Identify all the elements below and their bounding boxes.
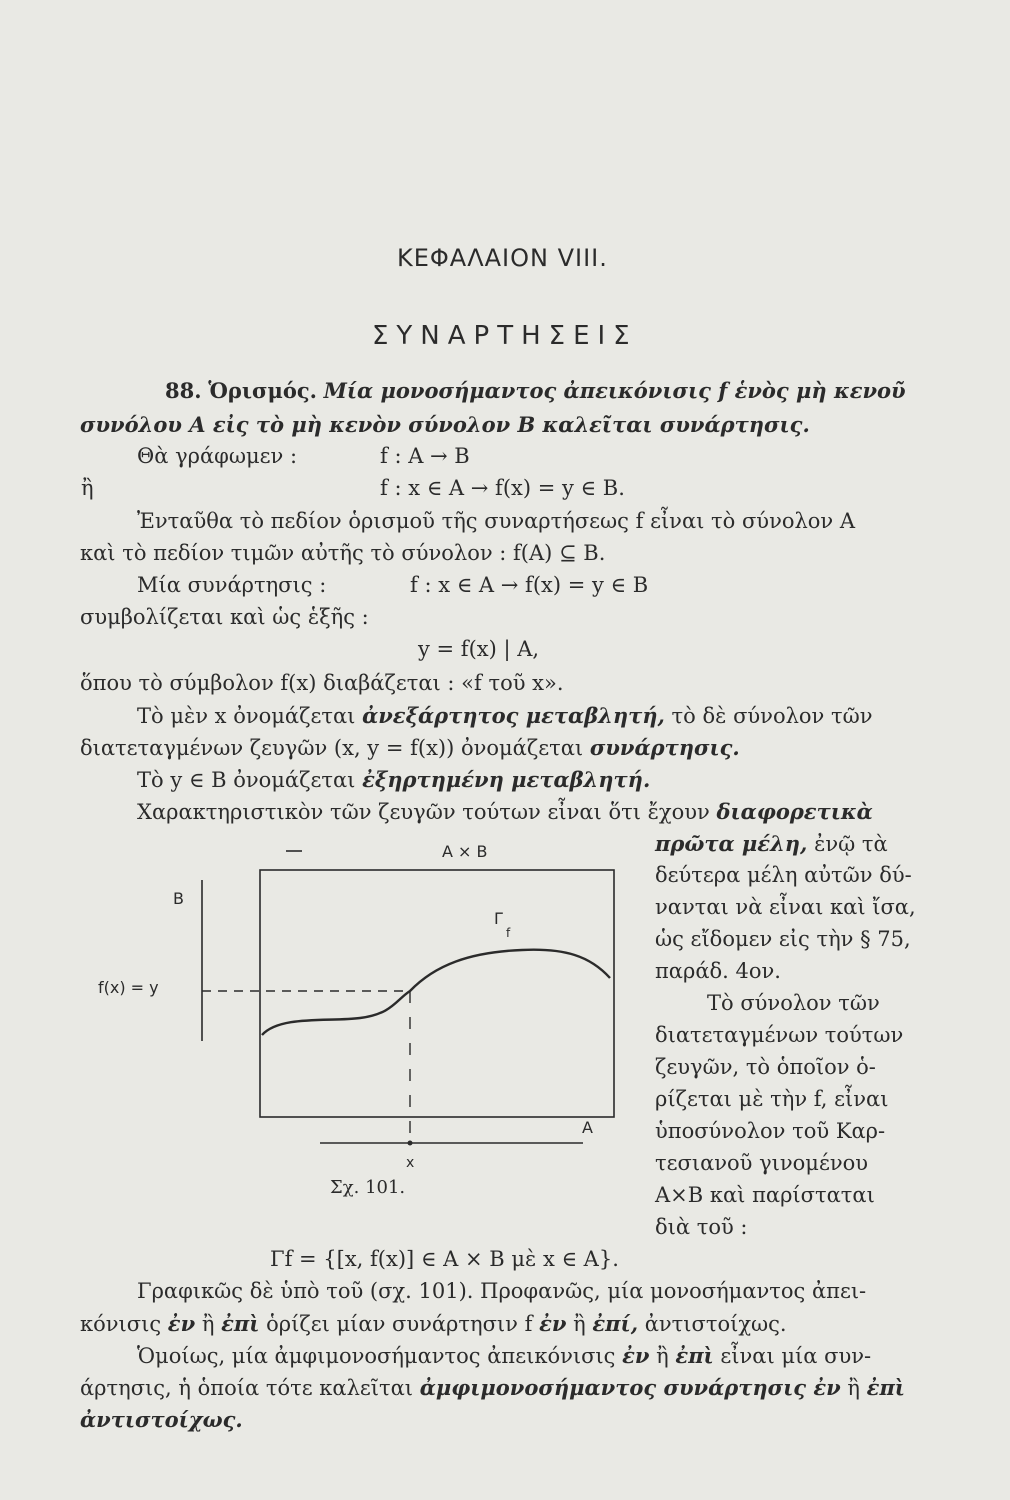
- right-col-8: ζευγῶν, τὸ ὁποῖον ὁ-: [655, 1055, 876, 1079]
- variables-line-1: [137, 705, 872, 727]
- char-text-1: Χαρακτηριστικὸν τῶν ζευγῶν τούτων εἶναι ὅτι ἔχουν: [137, 800, 710, 824]
- cartesian-product-label: A × B: [442, 842, 488, 861]
- graph-term-epi-1: ἐπὶ: [221, 1311, 260, 1336]
- section-heading: Ὁρισμός.: [208, 378, 317, 403]
- similarly-line-3: ἀντιστοίχως.: [80, 1407, 243, 1432]
- right-col-5: παράδ. 4ον.: [655, 959, 781, 983]
- write-formula: f : A → B: [380, 444, 470, 468]
- figure-caption: Σχ. 101.: [330, 1177, 406, 1198]
- bijective-function-term: ἀμφιμονοσήμαντος συνάρτησις ἐν: [419, 1375, 841, 1400]
- right-col-9: ρίζεται μὲ τὴν f, εἶναι: [655, 1087, 889, 1111]
- write-label: Θὰ γράφωμεν :: [137, 444, 298, 468]
- graph-term-en-1: ἐν: [167, 1311, 196, 1336]
- var-text-4: Τὸ y ∈ B ὀνομάζεται: [137, 768, 356, 792]
- fx-label: f(x) = y: [98, 978, 159, 997]
- right-col-6: Τὸ σύνολον τῶν: [707, 991, 880, 1015]
- graphic-line-2: [80, 1313, 787, 1335]
- sim-term-epi-1: ἐπὶ: [675, 1343, 714, 1368]
- sim-text-2a: άρτησις, ἡ ὁποία τότε καλεῖται: [80, 1376, 414, 1400]
- graph-text-i: ἀντιστοίχως.: [644, 1312, 787, 1336]
- set-b-label: B: [173, 889, 184, 908]
- gamma-set-formula: Γf = {[x, f(x)] ∈ A × B μὲ x ∈ A}.: [270, 1247, 619, 1271]
- right-col-7: διατεταγμένων τούτων: [655, 1023, 904, 1047]
- sim-or-1: ἢ: [656, 1344, 669, 1368]
- graphic-line-1: Γραφικῶς δὲ ὑπὸ τοῦ (σχ. 101). Προφανῶς, μία μονοσήμαντος ἀπει-: [137, 1279, 867, 1303]
- right-col-10: ὑποσύνολον τοῦ Καρ-: [655, 1119, 886, 1143]
- sim-term-en-1: ἐν: [622, 1343, 650, 1368]
- right-col-11: τεσιανοῦ γινομένου: [655, 1151, 868, 1175]
- x-point: [408, 1141, 413, 1146]
- right-col-1-rest: ἐνῷ τὰ: [814, 832, 888, 856]
- right-col-3: νανται νὰ εἶναι καὶ ἴσα,: [655, 895, 916, 919]
- gamma-subscript: f: [506, 926, 511, 940]
- right-col-12: A×B καὶ παρίσταται: [655, 1183, 875, 1207]
- set-a-label: A: [582, 1118, 593, 1137]
- graph-text-a: κόνισις: [80, 1312, 162, 1336]
- section-number: 88.: [165, 378, 202, 403]
- function-formula-2: y = f(x) | A,: [418, 637, 540, 661]
- var-text-3: διατεταγμένων ζευγῶν (x, y = f(x)) ὀνομάζεται: [80, 736, 584, 760]
- product-rectangle: [260, 870, 614, 1117]
- right-col-13: διὰ τοῦ :: [655, 1215, 748, 1239]
- var-text-1: Τὸ μὲν x ὀνομάζεται: [137, 704, 356, 728]
- chapter-title: ΣΥΝΑΡΤΗΣΕΙΣ: [372, 321, 638, 351]
- sim-term-epi-2: ἐπὶ: [866, 1375, 905, 1400]
- definition-text-1: Μία μονοσήμαντος ἀπεικόνισις f ἑνὸς μὴ κενοῦ: [323, 378, 906, 403]
- characteristic-line-1: [137, 801, 873, 823]
- right-col-1: [655, 833, 888, 855]
- definition-line-2: συνόλου A εἰς τὸ μὴ κενὸν σύνολον B καλεῖται συνάρτησις.: [80, 412, 810, 437]
- graph-term-epi-2: ἐπί,: [592, 1311, 638, 1336]
- gamma-label: Γ: [494, 909, 503, 928]
- graph-text-e: ὁρίζει μίαν συνάρτησιν f: [266, 1312, 533, 1336]
- graph-or-2: ἢ: [573, 1312, 586, 1336]
- figure-101-svg: [98, 830, 640, 1210]
- different-term: διαφορετικὰ: [716, 799, 873, 824]
- sim-or-2: ἢ: [847, 1376, 860, 1400]
- sim-text-e: εἶναι μία συν-: [720, 1344, 872, 1368]
- graph-curve: [262, 950, 610, 1035]
- definition-line-1: [165, 380, 906, 402]
- variables-line-3: [137, 769, 650, 791]
- similarly-line-1: [137, 1345, 871, 1367]
- variables-line-2: [80, 737, 740, 759]
- graph-or-1: ἢ: [201, 1312, 215, 1336]
- independent-variable-term: ἀνεξάρτητος μεταβλητή,: [362, 703, 665, 728]
- similarly-line-2: [80, 1377, 905, 1399]
- domain-line-2: καὶ τὸ πεδίον τιμῶν αὐτῆς τὸ σύνολον : f(A) ⊆ B.: [80, 541, 606, 565]
- figure-101: [98, 830, 640, 1210]
- var-text-2: τὸ δὲ σύνολον τῶν: [671, 704, 873, 728]
- write-formula-2: f : x ∈ A → f(x) = y ∈ B.: [380, 476, 625, 500]
- chapter-heading: ΚΕΦΑΛΑΙΟΝ VIII.: [397, 244, 608, 272]
- read-line: ὅπου τὸ σύμβολον f(x) διαβάζεται : «f τοῦ x».: [80, 671, 564, 695]
- function-formula: f : x ∈ A → f(x) = y ∈ B: [410, 573, 649, 597]
- x-label: x: [406, 1155, 415, 1171]
- right-col-4: ὡς εἴδομεν εἰς τὴν § 75,: [655, 927, 911, 951]
- or-word: ἢ: [81, 476, 94, 500]
- dependent-variable-term: ἐξηρτημένη μεταβλητή.: [362, 767, 651, 792]
- first-members-term: πρῶτα μέλη,: [655, 831, 808, 856]
- graph-term-en-2: ἐν: [539, 1311, 567, 1336]
- function-label: Μία συνάρτησις :: [137, 573, 327, 597]
- domain-line-1: Ἐνταῦθα τὸ πεδίον ὁρισμοῦ τῆς συναρτήσεως f εἶναι τὸ σύνολον A: [137, 509, 856, 533]
- sim-text-a: Ὁμοίως, μία ἀμφιμονοσήμαντος ἀπεικόνισις: [137, 1344, 616, 1368]
- right-col-2: δεύτερα μέλη αὐτῶν δύ-: [655, 863, 912, 887]
- function-term: συνάρτησις.: [589, 735, 740, 760]
- symbol-line: συμβολίζεται καὶ ὡς ἑξῆς :: [80, 605, 369, 629]
